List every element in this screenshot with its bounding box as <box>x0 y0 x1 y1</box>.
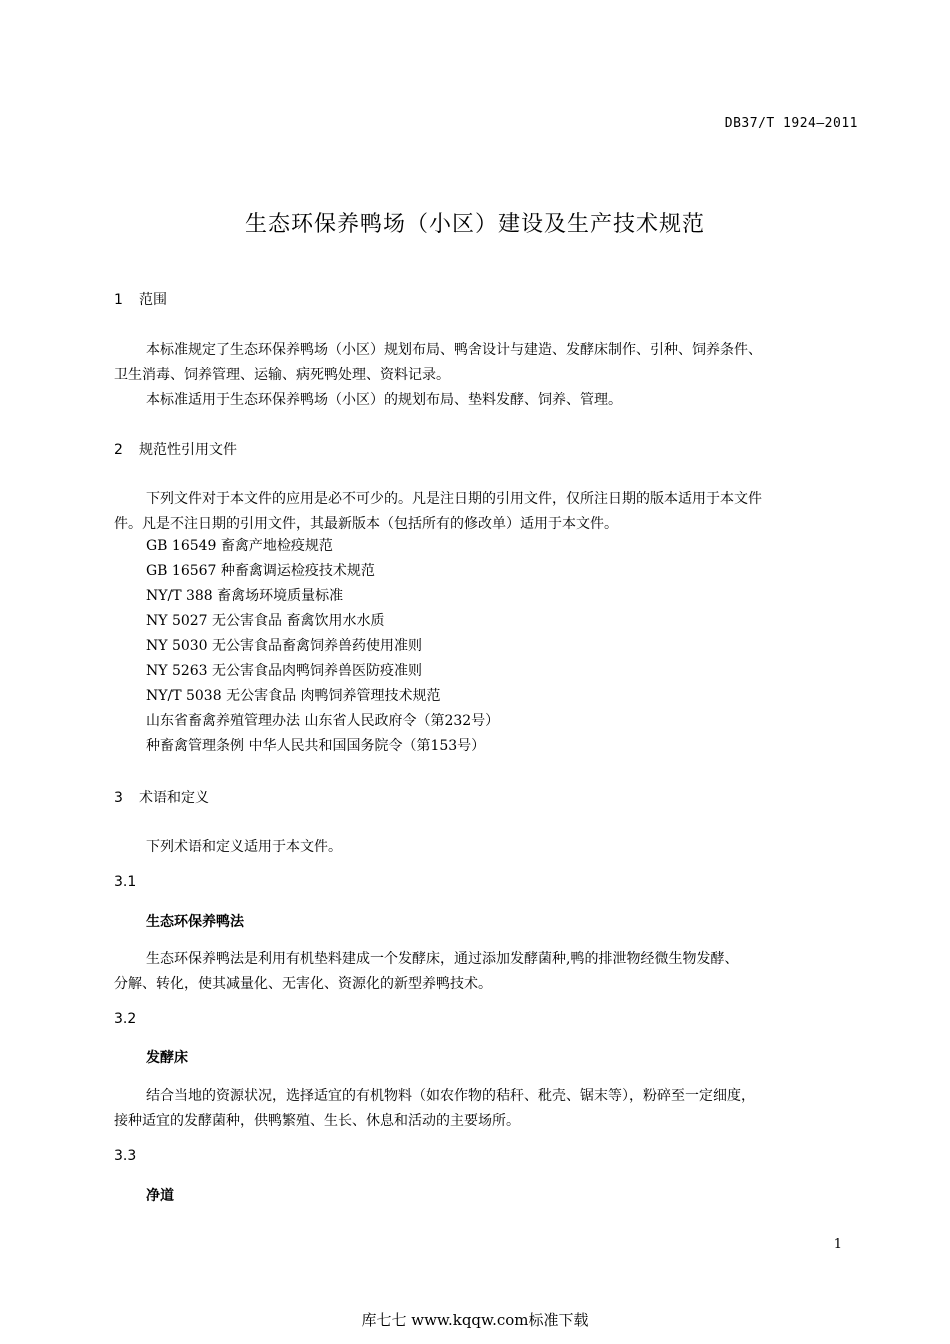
term-number: 3.1 <box>114 874 137 890</box>
term-definition-line-2: 接种适宜的发酵菌种，供鸭繁殖、生长、休息和活动的主要场所。 <box>114 1113 520 1129</box>
reference-item: 种畜禽管理条例 中华人民共和国国务院令（第153号） <box>146 738 486 754</box>
reference-item: GB 16567 种畜禽调运检疫技术规范 <box>146 563 375 579</box>
reference-item: NY 5030 无公害食品畜禽饲养兽药使用准则 <box>146 638 423 654</box>
section-title: 术语和定义 <box>139 790 209 806</box>
page-number: 1 <box>833 1237 842 1252</box>
section-title: 规范性引用文件 <box>139 442 237 458</box>
scope-paragraph-2: 本标准适用于生态环保养鸭场（小区）的规划布局、垫料发酵、饲养、管理。 <box>146 392 622 408</box>
term-definition-line-1: 生态环保养鸭法是利用有机垫料建成一个发酵床，通过添加发酵菌种,鸭的排泄物经微生物发酵、 <box>146 951 739 967</box>
term-definition-line-1: 结合当地的资源状况，选择适宜的有机物料（如农作物的秸秆、秕壳、锯末等），粉碎至一定细度， <box>146 1088 755 1104</box>
section-2-heading <box>114 439 237 459</box>
term-name: 生态环保养鸭法 <box>146 914 244 930</box>
section-3-heading <box>114 787 209 807</box>
reference-item: 山东省畜禽养殖管理办法 山东省人民政府令（第232号） <box>146 713 500 729</box>
document-title: 生态环保养鸭场（小区）建设及生产技术规范 <box>244 212 705 237</box>
references-list <box>146 534 499 759</box>
section-number: 3 <box>114 790 123 806</box>
scope-paragraph-1-line-2: 卫生消毒、饲养管理、运输、病死鸭处理、资料记录。 <box>114 367 450 383</box>
reference-item: NY 5027 无公害食品 畜禽饮用水水质 <box>146 613 385 629</box>
reference-item: GB 16549 畜禽产地检疫规范 <box>146 538 333 554</box>
term-definition-line-2: 分解、转化，使其减量化、无害化、资源化的新型养鸭技术。 <box>114 976 492 992</box>
references-intro-line-1: 下列文件对于本文件的应用是必不可少的。凡是注日期的引用文件，仅所注日期的版本适用于本文件 <box>146 491 762 507</box>
references-intro-line-2: 件。凡是不注日期的引用文件，其最新版本（包括所有的修改单）适用于本文件。 <box>114 516 618 532</box>
scope-paragraph-1-line-1: 本标准规定了生态环保养鸭场（小区）规划布局、鸭舍设计与建造、发酵床制作、引种、饲养条件、 <box>146 342 762 358</box>
term-number: 3.2 <box>114 1011 137 1027</box>
reference-item: NY 5263 无公害食品肉鸭饲养兽医防疫准则 <box>146 663 423 679</box>
section-number: 2 <box>114 442 123 458</box>
reference-item: NY/T 5038 无公害食品 肉鸭饲养管理技术规范 <box>146 688 441 704</box>
section-number: 1 <box>114 292 123 308</box>
reference-item: NY/T 388 畜禽场环境质量标准 <box>146 588 344 604</box>
footer-watermark: 库七七 www.kqqw.com标准下载 <box>361 1311 589 1329</box>
document-code: DB37/T 1924—2011 <box>724 116 858 131</box>
section-1-heading <box>114 289 167 309</box>
term-name: 净道 <box>146 1188 174 1204</box>
terms-intro: 下列术语和定义适用于本文件。 <box>146 839 342 855</box>
term-number: 3.3 <box>114 1148 137 1164</box>
section-title: 范围 <box>139 292 167 308</box>
term-name: 发酵床 <box>146 1050 188 1066</box>
